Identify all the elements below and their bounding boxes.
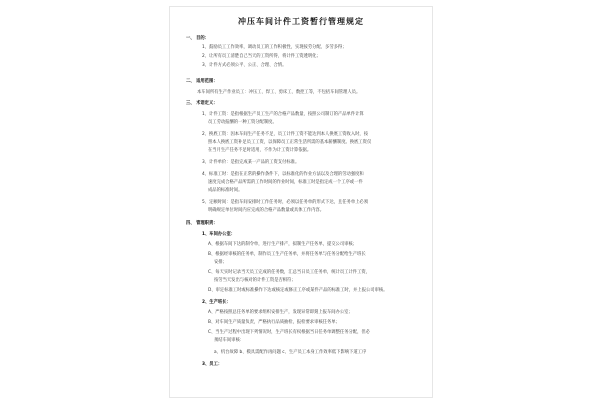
responsibility-line: 安排； (214, 260, 227, 265)
definition-line: 成品的标准时间。 (208, 188, 243, 193)
scope-text: 本车间所有生产作业员工：冲压工、焊工、剪床工、数控工等，不包括车间管理人员。 (197, 90, 361, 95)
document-page (169, 6, 433, 398)
definition-line: 1、计件工资：是指根据生产员工生产的合格产品数量，按照公司制订的产品单件计算 (202, 112, 364, 117)
subsection-heading-employees: 3、员工： (202, 362, 223, 367)
section-heading-scope: 二、 适用范围： (186, 79, 218, 84)
responsibility-line: 须结车间审核： (214, 338, 245, 343)
section-heading-definitions: 三、 术语定义： (186, 101, 218, 106)
purpose-item-2: 2、让所有员工清楚自己当天的工资所得，将计件工资透明化； (202, 54, 321, 59)
responsibility-line: B、根据经审核的任务单，制作员工生产任务单，并将任务单与任务分配给生产班长 (208, 252, 366, 257)
definition-line: 3、计件单价：是指完成某一产品的工资支付标准。 (202, 160, 300, 165)
section-heading-purpose: 一、 目的： (186, 36, 209, 41)
responsibility-line: B、对车间生产质量负责，严格执行品质抽检，报检要求审核任务单； (208, 320, 340, 325)
responsibility-line: D、审定标准工时或标准操作下达或核定或修正工序或某件产品的标准工时，并上报公司审核。 (208, 288, 388, 293)
responsibility-line: a、机台故障 b、模具需配作再问题 c、生产员工本身工作效率低下影响下道工序 (214, 350, 367, 355)
purpose-item-3: 3、计件方式必须公平、公正、合理、合情。 (202, 63, 287, 68)
definition-line: 2、换底工资：因本车间生产任务不足，员工计件工资不能达到本人换底工资收入时，按 (202, 132, 369, 137)
definition-line: 明确规定单位时间内应完成的合格产品数量或具体工作内容。 (208, 208, 325, 213)
responsibility-line: A、严格按照总任务单的要求组织安排生产，发现异常即刻上报车间办公室； (208, 310, 353, 315)
subsection-heading-office: 1、车间办公室： (202, 232, 236, 237)
section-heading-responsibilities: 四、 管理职责： (186, 221, 218, 226)
responsibility-line: C、当生产过程中出现下列情况时，生产班长有权根据当日任务单调整任务分配，但必 (208, 330, 370, 335)
definition-line: 4、标准工时：是指在正常的操作条件下，以标准化的作业方法以及合理的劳动强度和 (202, 172, 364, 177)
document-title: 冲压车间计件工资暂行管理规定 (238, 17, 364, 26)
definition-line: 速度完成合格产品所需的工作时间的作业时间，标准工时是指定成一个工序或一件 (208, 180, 363, 185)
definition-line: 5、定额时间：是指车间安排时工作任务时，必须以任务单的形式下达，且任务单上必须 (202, 200, 369, 205)
purpose-item-1: 1、鼓励员工工作效率，调动员工的工作积极性，实现按劳分配、多劳多得； (202, 45, 347, 50)
responsibility-line: A、根据车间下达的制令单，进行生产排产，拟制生产任务单，提交公司审核； (208, 242, 358, 247)
responsibility-line: 按劳当天发出与核对的计件工资是否相符； (214, 278, 296, 283)
subsection-heading-team-leader: 2、生产班长： (202, 300, 231, 305)
definition-line: 在当月生产任务不足时适用，不作为计工资计算依据。 (208, 148, 312, 153)
responsibility-line: C、每天实时记录当天员工完成的任务数，汇总当日员工任务单，统计员工计件工资， (208, 270, 370, 275)
definition-line: 照本人换底工资补足员工工资，以保障员工正常生活所需的基本薪酬制度。换底工资仅 (208, 140, 372, 145)
definition-line: 员工劳动报酬的一种工资分配制度。 (208, 120, 277, 125)
